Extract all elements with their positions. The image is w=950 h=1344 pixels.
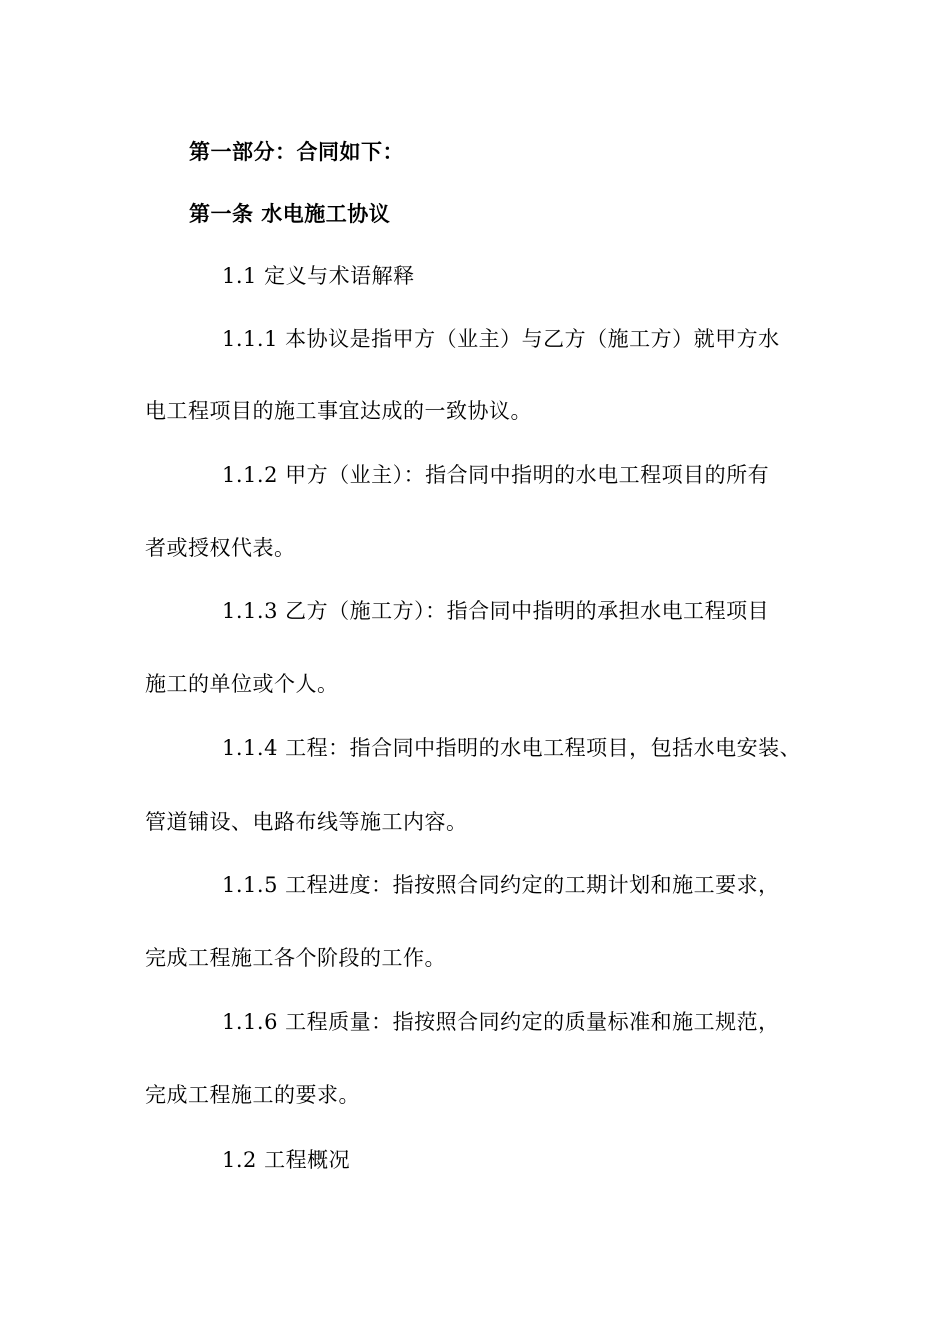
clause-1-1-3-line-2: 施工的单位或个人。 — [145, 672, 339, 696]
clause-1-1-6-line-2: 完成工程施工的要求。 — [145, 1083, 360, 1107]
clause-1-1-2-line-1: 1.1.2 甲方（业主）：指合同中指明的水电工程项目的所有 — [222, 463, 770, 487]
section-heading-1-1: 1.1 定义与术语解释 — [222, 264, 415, 288]
section-heading-1-2: 1.2 工程概况 — [222, 1148, 351, 1172]
clause-1-1-4-line-2: 管道铺设、电路布线等施工内容。 — [145, 810, 468, 834]
clause-1-1-5-line-1: 1.1.5 工程进度：指按照合同约定的工期计划和施工要求， — [222, 873, 780, 897]
part-heading: 第一部分：合同如下： — [189, 139, 404, 164]
clause-1-1-3-line-1: 1.1.3 乙方（施工方）：指合同中指明的承担水电工程项目 — [222, 599, 770, 623]
clause-1-1-1-line-2: 电工程项目的施工事宜达成的一致协议。 — [145, 399, 532, 423]
article-heading: 第一条 水电施工协议 — [189, 201, 391, 226]
clause-1-1-6-line-1: 1.1.6 工程质量：指按照合同约定的质量标准和施工规范， — [222, 1010, 780, 1034]
clause-1-1-1-line-1: 1.1.1 本协议是指甲方（业主）与乙方（施工方）就甲方水 — [222, 327, 780, 351]
clause-1-1-5-line-2: 完成工程施工各个阶段的工作。 — [145, 946, 446, 970]
clause-1-1-2-line-2: 者或授权代表。 — [145, 536, 296, 560]
clause-1-1-4-line-1: 1.1.4 工程：指合同中指明的水电工程项目，包括水电安装、 — [222, 736, 802, 760]
